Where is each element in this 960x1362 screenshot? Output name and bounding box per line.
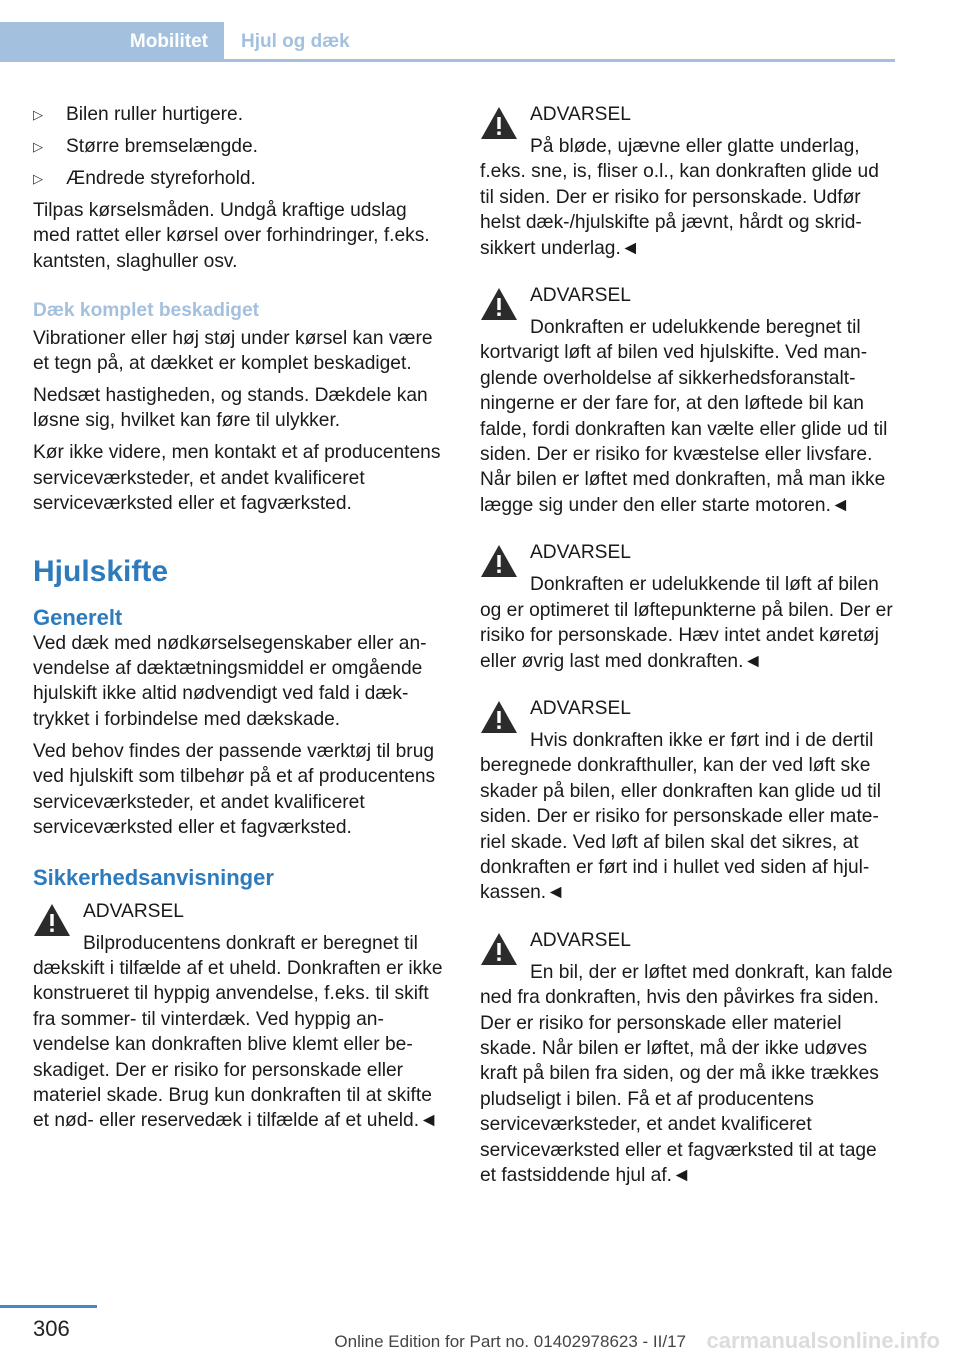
list-item-text: Ændrede styreforhold. bbox=[66, 168, 256, 189]
paragraph: Vibrationer eller høj støj under kørsel kan være et tegn på, at dækket er komplet beskadiget. bbox=[33, 327, 433, 375]
warning-text: En bil, der er løftet med donkraft, kan falde ned fra donkraften, hvis den påvirkes fra siden. Der er risiko for personskade eller materiel skade. Når bilen er løftet, må der ikke udøves kraft på bilen fra siden, og der må ikke trækkes pludseligt i bilen. Få et af producentens serviceværksteder, et andet kvalificeret serviceværksted eller et fagværksted til at tage et fastsiddende hjul af.◄ bbox=[480, 961, 893, 1186]
warning-block bbox=[480, 928, 895, 1189]
page-header bbox=[0, 0, 895, 62]
heading-safety: Sikkerhedsanvisninger bbox=[33, 864, 274, 890]
list-item-text: Bilen ruller hurtigere. bbox=[66, 104, 244, 125]
warning-label: ADVARSEL bbox=[530, 542, 631, 564]
warning-label: ADVARSEL bbox=[83, 900, 184, 922]
section-tab-hjul-og-daek: Hjul og dæk bbox=[241, 31, 350, 52]
warning-icon bbox=[33, 903, 71, 937]
warning-label: ADVARSEL bbox=[530, 104, 631, 125]
warning-label: ADVARSEL bbox=[530, 929, 631, 951]
warning-block bbox=[480, 540, 895, 674]
warning-icon bbox=[480, 106, 518, 140]
warning-icon bbox=[480, 544, 518, 578]
list-item bbox=[33, 166, 448, 191]
warning-block bbox=[480, 696, 895, 906]
triangle-bullet-icon: ▷ bbox=[33, 171, 43, 186]
warning-block bbox=[480, 283, 895, 518]
warning-block bbox=[480, 102, 895, 261]
warning-icon bbox=[480, 932, 518, 966]
header-rule bbox=[224, 59, 895, 62]
warning-label: ADVARSEL bbox=[530, 285, 631, 307]
warning-icon bbox=[480, 287, 518, 321]
section-tab-mobilitet: Mobilitet bbox=[0, 22, 224, 62]
paragraph: Tilpas kørselsmåden. Undgå kraftige udslag med rattet eller kørsel over forhindringer, f.eks. kantsten, slaghuller osv. bbox=[33, 200, 430, 272]
paragraph: Ved dæk med nødkørselsegenskaber eller anvendelse af dæktætningsmiddel er omgående hjulskift ikke altid nødvendigt ved fald i dæktrykket i forbindelse med dækskade. bbox=[33, 632, 427, 730]
list-item bbox=[33, 134, 448, 159]
warning-text: Donkraften er udelukkende beregnet til kortvarigt løft af bilen ved hjulskifte. Ved manglende overholdelse af sikkerhedsforanstaltningerne er der fare for, at den løftede bil kan falde, fordi donkraften kan vælte eller glide ud til siden. Der er risiko for kvæstelse eller livsfare. Når bilen er løftet med donkraften, må man ikke lægge sig under den eller starte motoren.◄ bbox=[480, 317, 888, 516]
paragraph: Nedsæt hastigheden, og stands. Dækdele kan løsne sig, hvilket kan føre til ulykker. bbox=[33, 385, 428, 432]
warning-text: Bilproducentens donkraft er beregnet til dækskift i tilfælde af et uheld. Donkraften er ikke konstrueret til hyppig anvendelse, f.eks. til skift fra sommer- til vinterdæk. Ved hyppig anvendelse kan donkraften blive klemt eller beskadiget. Der er risiko for personskade eller materiel skade. Brug kun donkraften til at skifte et nød- eller reservedæk i tilfælde af et uheld.◄ bbox=[33, 932, 443, 1132]
list-item bbox=[33, 102, 448, 127]
warning-icon bbox=[480, 700, 518, 734]
heading-wheel-change: Hjulskifte bbox=[33, 554, 169, 588]
triangle-bullet-icon: ▷ bbox=[33, 139, 43, 154]
warning-text: Donkraften er udelukkende til løft af bilen og er optimeret til løftepunkterne på bilen. Der er risiko for personskade. Hæv intet andet køretøj eller øvrig last med donkraften.◄ bbox=[480, 574, 893, 672]
left-column bbox=[33, 102, 448, 1156]
subheading-tire-damaged: Dæk komplet beskadiget bbox=[33, 300, 260, 322]
warning-text: På bløde, ujævne eller glatte underlag, f.eks. sne, is, fliser o.l., kan donkraften glide ud til siden. Der er risiko for personskade. Udfør helst dæk-/hjulskifte på jævnt, hårdt og skridsikkert underlag.◄ bbox=[480, 136, 879, 259]
watermark: carmanualsonline.info bbox=[706, 1328, 940, 1353]
paragraph: Kør ikke videre, men kontakt et af producentens serviceværksteder, et andet kvalificeret serviceværksted eller et fagværksted. bbox=[33, 442, 441, 515]
list-item-text: Større bremselængde. bbox=[66, 136, 258, 157]
warning-label: ADVARSEL bbox=[530, 697, 631, 719]
footer-rule bbox=[0, 1305, 97, 1308]
right-column bbox=[480, 102, 895, 1210]
edition-text: Online Edition for Part no. 01402978623 - II/17 bbox=[334, 1332, 686, 1351]
heading-general: Generelt bbox=[33, 604, 123, 630]
paragraph: Ved behov findes der passende værktøj til brug ved hjulskift som tilbehør på et af producentens serviceværksteder, et andet kvalificeret serviceværksted eller et fagværksted. bbox=[33, 740, 436, 839]
triangle-bullet-icon: ▷ bbox=[33, 107, 43, 122]
page-number: 306 bbox=[33, 1316, 70, 1341]
warning-block bbox=[33, 899, 448, 1134]
warning-text: Hvis donkraften ikke er ført ind i de dertil beregnede donkrafthuller, kan der ved løft ske skader på bilen, eller donkraften kan glide ud til siden. Der er risiko for personskade eller materiel skade. Ved løft af bilen skal det sikres, at donkraften er ført ind i hullet ved siden af hjulkassen.◄ bbox=[480, 729, 882, 904]
